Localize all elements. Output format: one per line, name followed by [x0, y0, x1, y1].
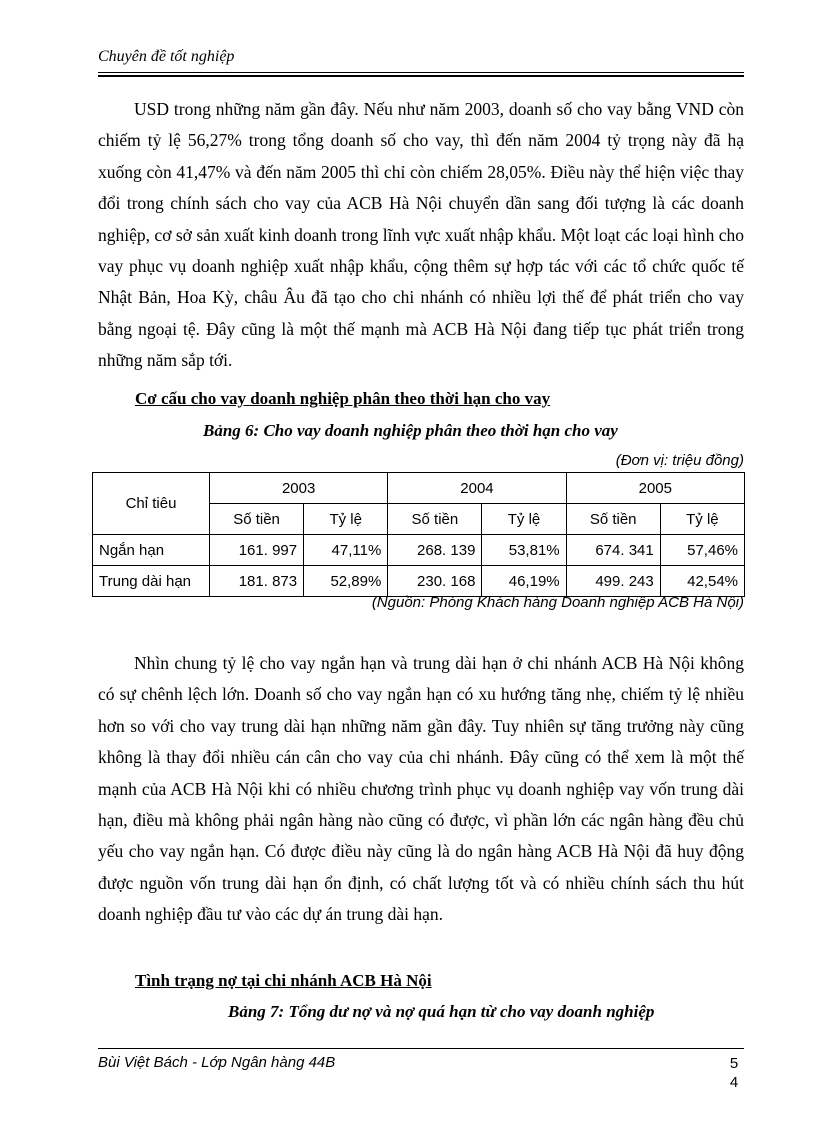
section-heading-loan-term: Cơ cấu cho vay doanh nghiệp phân theo thời hạn cho vay — [135, 389, 551, 408]
row-label: Ngắn hạn — [93, 535, 210, 566]
subheader-ratio: Tỷ lệ — [660, 504, 744, 535]
cell-ratio: 42,54% — [660, 566, 744, 597]
subheader-ratio: Tỷ lệ — [482, 504, 566, 535]
footer-rule — [98, 1048, 744, 1049]
cell-amount: 674. 341 — [566, 535, 660, 566]
running-header: Chuyên đề tốt nghiệp — [98, 48, 235, 65]
footer-author: Bùi Việt Bách - Lớp Ngân hàng 44B — [98, 1054, 336, 1071]
page-number-top: 5 — [729, 1055, 739, 1072]
table-header-row — [93, 473, 745, 504]
cell-amount: 181. 873 — [210, 566, 304, 597]
table-7-caption: Bảng 7: Tổng dư nợ và nợ quá hạn từ cho vay doanh nghiệp — [228, 1002, 655, 1021]
subheader-amount: Số tiền — [566, 504, 660, 535]
page-number-bottom: 4 — [729, 1074, 739, 1091]
table-row — [93, 535, 745, 566]
cell-ratio: 53,81% — [482, 535, 566, 566]
paragraph-1: USD trong những năm gần đây. Nếu như năm 2003, doanh số cho vay bằng VND còn chiếm tỷ lệ 56,27% trong tổng doanh số cho vay, thì đến năm 2004 tỷ trọng này đã hạ xuống còn 41,47% và đến năm 2005 thì chỉ còn chiếm 28,05%. Điều này thể hiện việc thay đổi trong chính sách cho vay của ACB Hà Nội chuyển dần sang đối tượng là các doanh nghiệp, cơ sở sản xuất kinh doanh trong lĩnh vực xuất nhập khẩu. Một loạt các loại hình cho vay phục vụ doanh nghiệp xuất nhập khẩu, cộng thêm sự hợp tác với các tổ chức quốc tế Nhật Bản, Hoa Kỳ, châu Âu đã tạo cho chi nhánh có nhiều lợi thế để phát triển cho vay bằng ngoại tệ. Đây cũng là một thế mạnh mà ACB Hà Nội đang tiếp tục phát triển trong những năm sắp tới. — [98, 99, 744, 371]
cell-amount: 268. 139 — [388, 535, 482, 566]
subheader-amount: Số tiền — [210, 504, 304, 535]
cell-amount: 161. 997 — [210, 535, 304, 566]
header-year-2003: 2003 — [210, 473, 388, 504]
cell-amount: 230. 168 — [388, 566, 482, 597]
table-source-note: (Nguồn: Phòng Khách hàng Doanh nghiệp ACB Hà Nội) — [371, 594, 744, 611]
header-year-2005: 2005 — [566, 473, 744, 504]
cell-ratio: 47,11% — [304, 535, 388, 566]
header-year-2004: 2004 — [388, 473, 566, 504]
table-6-caption: Bảng 6: Cho vay doanh nghiệp phân theo thời hạn cho vay — [203, 421, 618, 440]
cell-ratio: 52,89% — [304, 566, 388, 597]
page-number — [727, 1054, 741, 1092]
subheader-amount: Số tiền — [388, 504, 482, 535]
table-row — [93, 566, 745, 597]
cell-ratio: 46,19% — [482, 566, 566, 597]
header-rule — [98, 72, 744, 73]
subheader-ratio: Tỷ lệ — [304, 504, 388, 535]
row-label: Trung dài hạn — [93, 566, 210, 597]
section-heading-debt-status: Tình trạng nợ tại chi nhánh ACB Hà Nội — [135, 971, 432, 990]
header-rule-thick — [98, 75, 744, 77]
unit-note: (Đơn vị: triệu đồng) — [615, 452, 744, 469]
header-indicator: Chỉ tiêu — [93, 473, 210, 535]
cell-amount: 499. 243 — [566, 566, 660, 597]
paragraph-2: Nhìn chung tỷ lệ cho vay ngắn hạn và trung dài hạn ở chi nhánh ACB Hà Nội không có sự chênh lệch lớn. Doanh số cho vay ngắn hạn có xu hướng tăng nhẹ, chiếm tỷ lệ nhiều hơn so với cho vay trung dài hạn những năm gần đây. Tuy nhiên sự tăng trưởng này cũng không là thay đổi nhiều cán cân cho vay của chi nhánh. Đây cũng có thể xem là một thế mạnh của ACB Hà Nội khi có nhiều chương trình phục vụ doanh nghiệp vay vốn trung dài hạn, điều mà không phải ngân hàng nào cũng có được, vì phần lớn các ngân hàng đều chủ yếu cho vay ngắn hạn. Có được điều này cũng là do ngân hàng ACB Hà Nội đã huy động được nguồn vốn trung dài hạn ổn định, có chất lượng tốt và có nhiều chính sách thu hút doanh nghiệp đầu tư vào các dự án trung dài hạn. — [98, 653, 744, 925]
cell-ratio: 57,46% — [660, 535, 744, 566]
loan-term-table — [92, 472, 745, 597]
